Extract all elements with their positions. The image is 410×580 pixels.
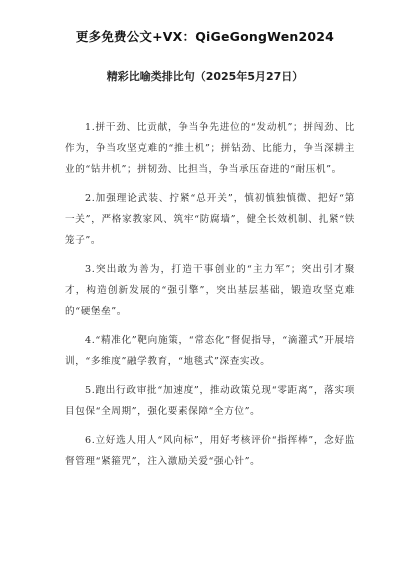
- paragraph-1: 1.拼干劲、比贡献，争当争先进位的“发动机”；拼闯劲、比作为，争当攻坚克难的“推土机”；拼钻劲、比能力，争当深耕主业的“钻井机”；拼韧劲、比担当，争当承压奋进的“耐压机”。: [65, 122, 355, 175]
- paragraph-3: 3.突出敢为善为，打造干事创业的“主力军”；突出引才聚才，构造创新发展的“强引擎”，突出基层基础，锻造攻坚克难的“硬堡垒”。: [65, 264, 355, 317]
- promo-header: 更多免费公文+VX：QiGeGongWen2024: [75, 29, 335, 44]
- paragraph-4: 4.“精准化”靶向施策，“常态化”督促指导，“滴灌式”开展培训，“多维度”融学教育，“地毯式”深查实改。: [65, 335, 355, 367]
- document-body: [65, 117, 355, 480]
- paragraph-5: 5.跑出行政审批“加速度”，推动政策兑现“零距离”，落实项目包保“全周期”，强化要素保障“全方位”。: [65, 385, 355, 417]
- paragraph-2: 2.加强理论武装、拧紧“总开关”，慎初慎独慎微、把好“第一关”，严格家教家风、筑牢“防腐墙”，健全长效机制、扎紧“铁笼子”。: [65, 193, 355, 246]
- paragraph-6: 6.立好选人用人“风向标”，用好考核评价“指挥棒”，念好监督管理“紧箍咒”，注入激励关爱“强心针”。: [65, 435, 355, 467]
- document-title: 精彩比喻类排比句（2025年5月27日）: [106, 70, 304, 83]
